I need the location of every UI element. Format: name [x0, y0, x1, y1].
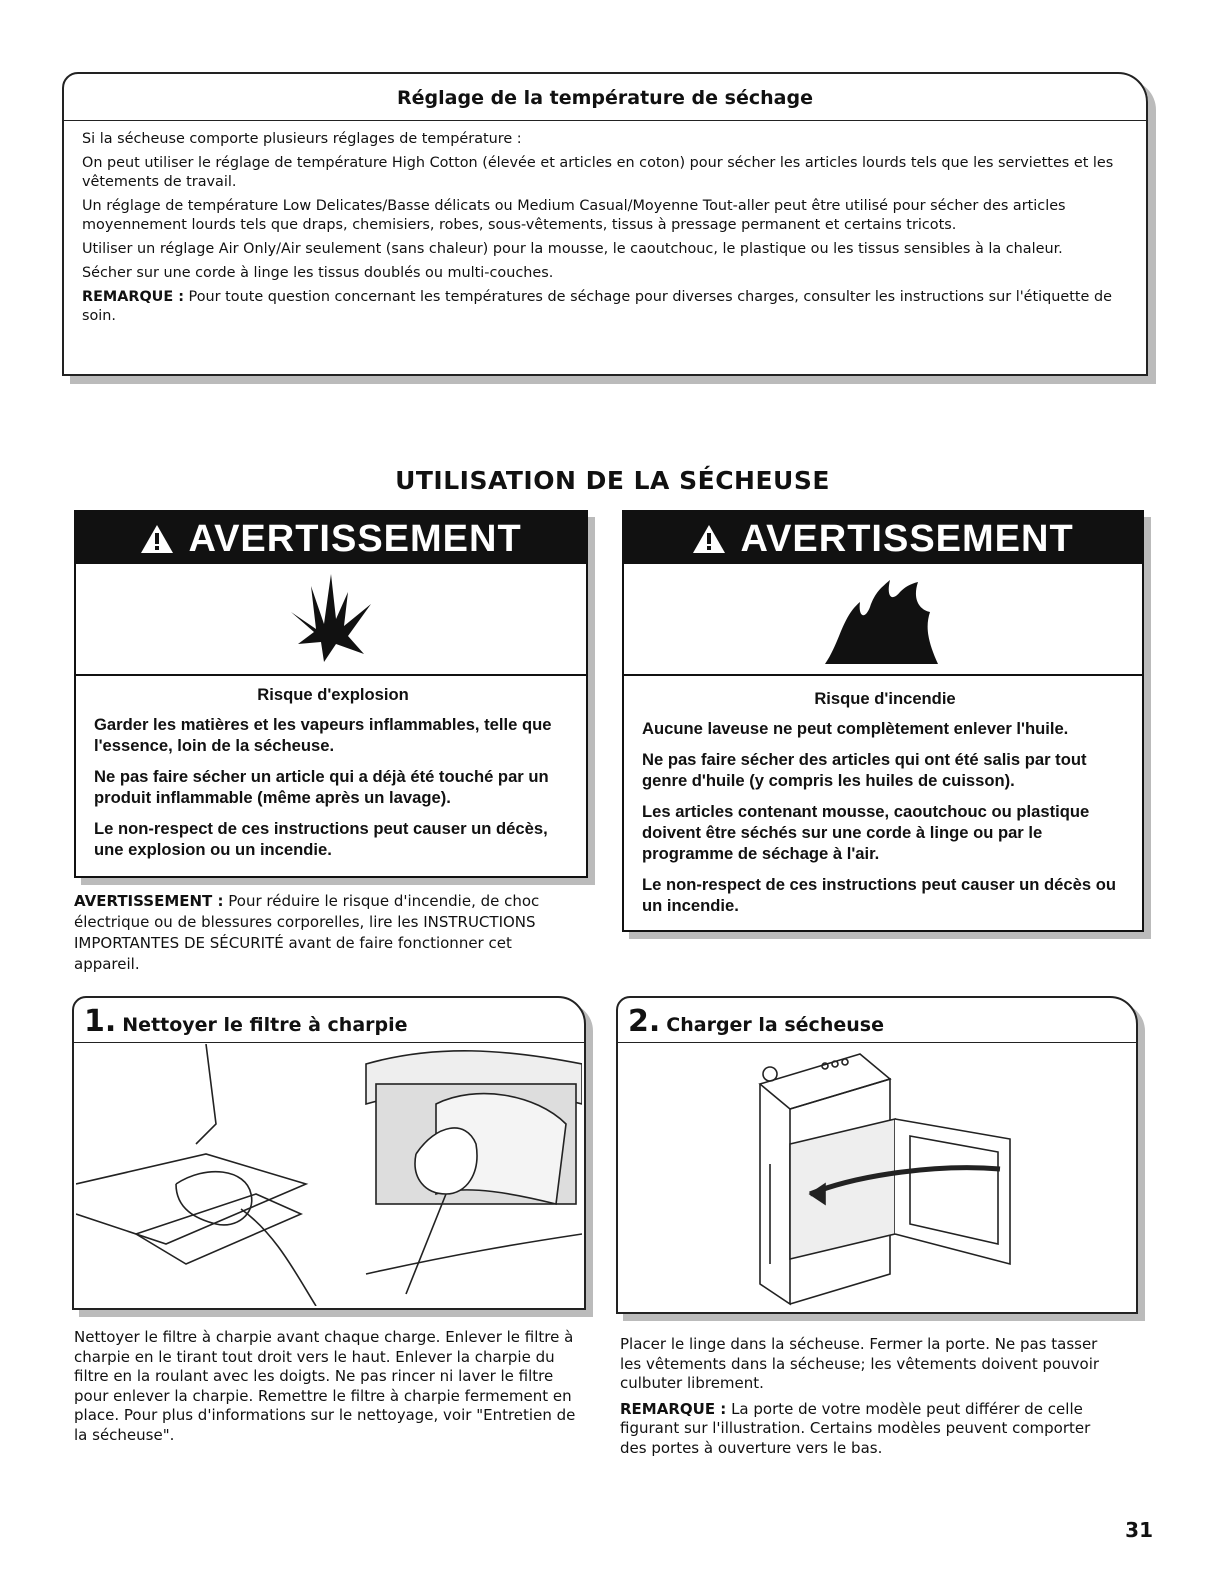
- step-2-note: [620, 1400, 1120, 1459]
- step-2-note-label: REMARQUE :: [620, 1399, 727, 1418]
- temperature-settings-box: [62, 72, 1148, 376]
- warning-line: Ne pas faire sécher un article qui a déjà été touché par un produit inflammable (même après un lavage).: [94, 767, 549, 807]
- temp-note-label: REMARQUE :: [82, 289, 184, 305]
- safety-note-label: AVERTISSEMENT :: [74, 892, 224, 910]
- temperature-box-body: [82, 130, 1126, 331]
- temp-note-text: Pour toute question concernant les températures de séchage pour diverses charges, consulter les instructions sur l'étiquette de soin.: [82, 289, 1112, 324]
- section-heading: UTILISATION DE LA SÉCHEUSE: [395, 466, 830, 495]
- temp-line: Utiliser un réglage Air Only/Air seulement (sans chaleur) pour la mousse, le caoutchouc, le plastique ou les tissus sensibles à la chaleur.: [82, 241, 1063, 257]
- step-2-note-text: La porte de votre modèle peut différer de celle figurant sur l'illustration. Certains modèles peuvent comporter des portes à ouverture vers le bas.: [620, 1399, 1091, 1457]
- explosion-icon-area: [76, 564, 586, 676]
- safety-note-text: Pour réduire le risque d'incendie, de choc électrique ou de blessures corporelles, lire les INSTRUCTIONS IMPORTANTES DE SÉCURITÉ avant de faire fonctionner cet appareil.: [74, 892, 540, 973]
- page-number: 31: [1125, 1518, 1153, 1542]
- warning-body: [642, 688, 1128, 926]
- warning-fire: [622, 510, 1144, 932]
- warning-line: Les articles contenant mousse, caoutchouc ou plastique doivent être séchés sur une corde à linge ou par le programme de séchage à l'air.: [642, 802, 1090, 863]
- step-2-box: [616, 996, 1138, 1314]
- warning-bar: [76, 512, 586, 564]
- step-1-title: Nettoyer le filtre à charpie: [122, 1014, 408, 1036]
- warning-explosion: [74, 510, 588, 878]
- warning-triangle-icon: [140, 518, 188, 560]
- step-2-paragraph: Placer le linge dans la sécheuse. Fermer la porte. Ne pas tasser les vêtements dans la sécheuse; les vêtements doivent pouvoir culbuter librement.: [620, 1335, 1100, 1392]
- fire-icon-area: [624, 564, 1142, 676]
- step-1-number: 1.: [84, 1004, 117, 1039]
- explosion-icon: [286, 574, 376, 664]
- step-2-title: Charger la sécheuse: [666, 1014, 884, 1036]
- temperature-box-title: Réglage de la température de séchage: [64, 74, 1146, 121]
- warning-line: Aucune laveuse ne peut complètement enlever l'huile.: [642, 719, 1069, 738]
- step-2-header: [618, 998, 1136, 1043]
- safety-note: [74, 891, 574, 975]
- warning-line: Le non-respect de ces instructions peut causer un décès, une explosion ou un incendie.: [94, 819, 548, 859]
- warning-triangle-icon: [692, 518, 740, 560]
- warning-title: AVERTISSEMENT: [740, 518, 1074, 560]
- warning-title: AVERTISSEMENT: [188, 518, 522, 560]
- warning-bar: [624, 512, 1142, 564]
- fire-icon: [820, 572, 940, 667]
- warning-line: Ne pas faire sécher des articles qui ont été salis par tout genre d'huile (y compris les huiles de cuisson).: [642, 750, 1087, 790]
- step-2-number: 2.: [628, 1004, 661, 1039]
- warning-line: Garder les matières et les vapeurs inflammables, telle que l'essence, loin de la sécheuse.: [94, 715, 552, 755]
- step-1-header: [74, 998, 584, 1043]
- warning-body: [94, 684, 572, 870]
- temp-line: Sécher sur une corde à linge les tissus doublés ou multi-couches.: [82, 265, 554, 281]
- step-2-text: [620, 1335, 1120, 1464]
- step-1-box: [72, 996, 586, 1310]
- temp-line: On peut utiliser le réglage de température High Cotton (élevée et articles en coton) pour sécher les articles lourds tels que les serviettes et les vêtements de travail.: [82, 155, 1114, 190]
- dryer-loading-illustration: [620, 1044, 1134, 1308]
- temp-note: [82, 288, 1126, 326]
- risk-title: Risque d'explosion: [257, 685, 409, 704]
- risk-title: Risque d'incendie: [814, 689, 956, 708]
- temp-line: Si la sécheuse comporte plusieurs réglages de température :: [82, 131, 522, 147]
- step-1-text: Nettoyer le filtre à charpie avant chaque charge. Enlever le filtre à charpie en le tirant tout droit vers le haut. Enlever la charpie du filtre en la roulant avec les doigts. Ne pas rincer ni laver le filtre pour enlever la charpie. Remettre le filtre à charpie fermement en place. Pour plus d'informations sur le nettoyage, voir "Entretien de la sécheuse".: [74, 1328, 576, 1444]
- warning-line: Le non-respect de ces instructions peut causer un décès ou un incendie.: [642, 875, 1116, 915]
- temp-line: Un réglage de température Low Delicates/Basse délicats ou Medium Casual/Moyenne Tout-aller peut être utilisé pour sécher des articles moyennement lourds tels que draps, chemisiers, robes, sous-vêtements, tissus à pressage permanent et certains tricots.: [82, 198, 1066, 233]
- lint-filter-illustration: [76, 1044, 582, 1306]
